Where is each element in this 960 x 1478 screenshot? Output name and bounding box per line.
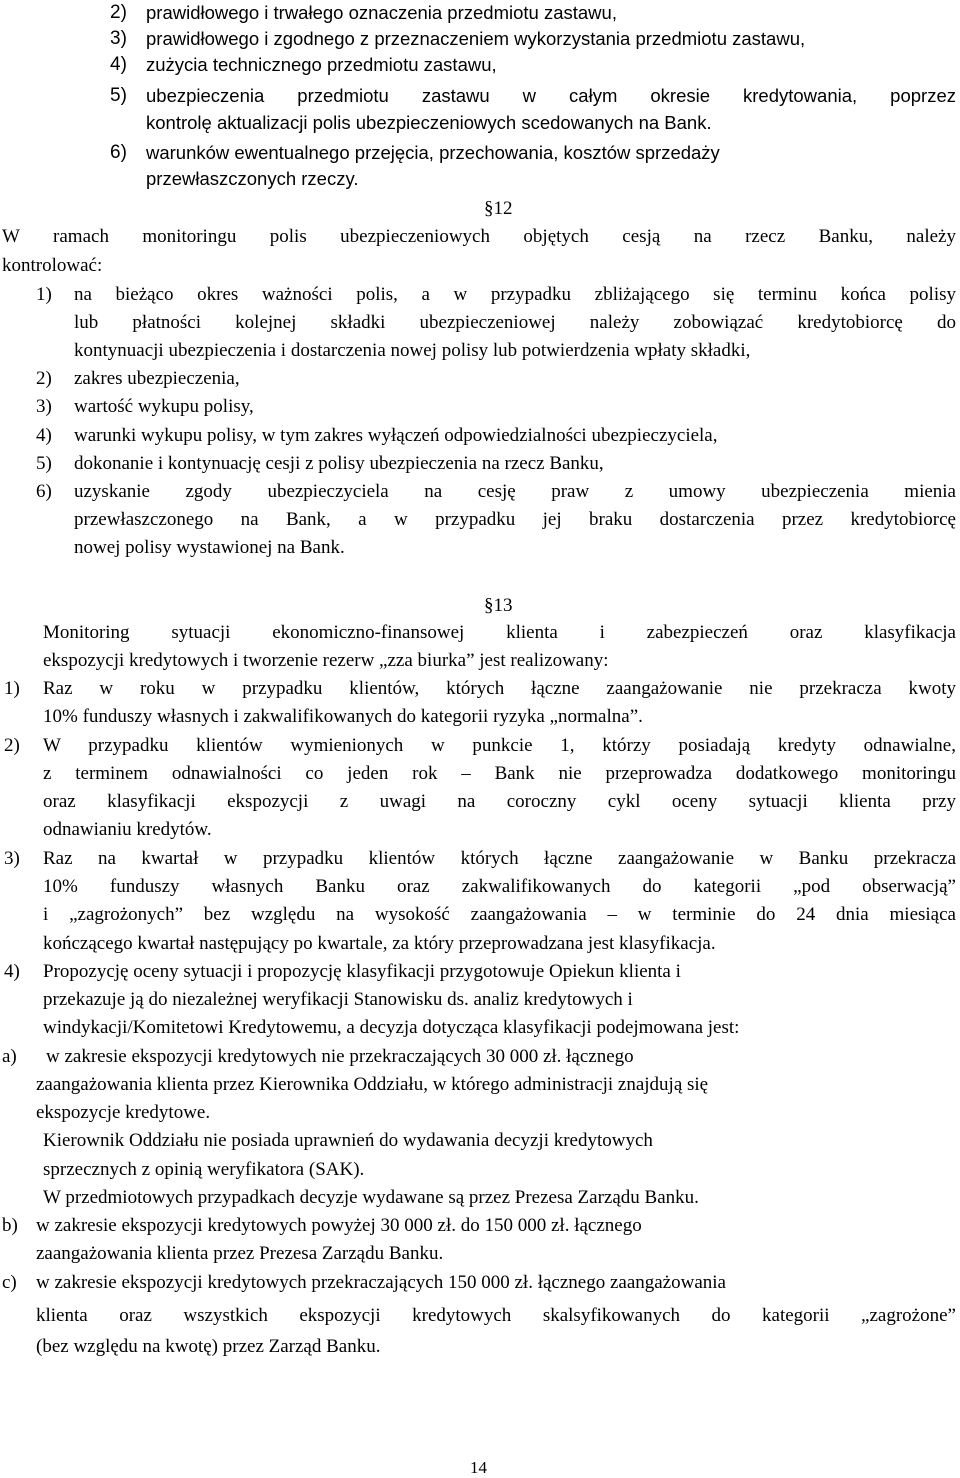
list-item-continuation: kontynuacji ubezpieczenia i dostarczenia nowej polisy lub potwierdzenia wpłaty składki, xyxy=(74,340,751,361)
list-item: prawidłowego i trwałego oznaczenia przedmiotu zastawu, xyxy=(146,2,617,23)
list-item-continuation: przewłaszczonych rzeczy. xyxy=(146,168,359,189)
list-item: prawidłowego i zgodnego z przeznaczeniem wykorzystania przedmiotu zastawu, xyxy=(146,28,806,49)
list-number: 1) xyxy=(4,678,20,699)
list-item: zużycia technicznego przedmiotu zastawu, xyxy=(146,54,497,75)
list-item: w zakresie ekspozycji kredytowych powyżej 30 000 zł. do 150 000 zł. łącznego xyxy=(36,1215,642,1236)
list-item: warunków ewentualnego przejęcia, przechowania, kosztów sprzedaży xyxy=(146,142,720,163)
list-number: 6) xyxy=(36,481,52,502)
list-item-continuation: klienta oraz wszystkich ekspozycji kredytowych skalsyfikowanych do kategorii „zagrożone” xyxy=(36,1305,956,1326)
list-item: uzyskanie zgody ubezpieczyciela na cesję praw z umowy ubezpieczenia mienia xyxy=(74,481,956,502)
list-item-continuation: 10% funduszy własnych i zakwalifikowanych do kategorii ryzyka „normalna”. xyxy=(43,706,643,727)
list-item-continuation: kontrolę aktualizacji polis ubezpieczeniowych scedowanych na Bank. xyxy=(146,112,712,133)
note-line: Kierownik Oddziału nie posiada uprawnień do wydawania decyzji kredytowych xyxy=(43,1130,653,1151)
list-number: 4) xyxy=(110,54,127,75)
list-item-continuation: z terminem odnawialności co jeden rok – Bank nie przeprowadza dodatkowego monitoringu xyxy=(43,763,956,784)
list-item-continuation: (bez względu na kwotę) przez Zarząd Banku. xyxy=(36,1336,381,1357)
list-item-continuation: zaangażowania klienta przez Kierownika Oddziału, w którego administracji znajdują się xyxy=(36,1074,709,1095)
list-item-continuation: lub płatności kolejnej składki ubezpieczeniowej należy zobowiązać kredytobiorcę do xyxy=(74,312,956,333)
list-item-continuation: zaangażowania klienta przez Prezesa Zarządu Banku. xyxy=(36,1243,444,1264)
list-number: 5) xyxy=(36,453,52,474)
list-number: 2) xyxy=(110,2,127,23)
section-intro: Monitoring sytuacji ekonomiczno-finansowej klienta i zabezpieczeń oraz klasyfikacja xyxy=(43,622,956,643)
list-item: Propozycję oceny sytuacji i propozycję klasyfikacji przygotowuje Opiekun klienta i xyxy=(43,961,681,982)
list-item: dokonanie i kontynuację cesji z polisy ubezpieczenia na rzecz Banku, xyxy=(74,453,604,474)
list-letter: b) xyxy=(2,1215,18,1236)
list-item-continuation: kończącego kwartał następujący po kwartale, za który przeprowadzana jest klasyfikacja. xyxy=(43,933,716,954)
list-item: na bieżąco okres ważności polis, a w przypadku zbliżającego się terminu końca polisy xyxy=(74,284,956,305)
section-heading-13: §13 xyxy=(484,595,513,616)
list-number: 4) xyxy=(4,961,20,982)
section-intro: kontrolować: xyxy=(2,255,103,276)
list-letter: a) xyxy=(2,1046,17,1067)
list-number: 6) xyxy=(110,142,127,163)
list-item: w zakresie ekspozycji kredytowych przekraczających 150 000 zł. łącznego zaangażowania xyxy=(36,1272,726,1293)
page-number: 14 xyxy=(470,1458,487,1477)
list-number: 5) xyxy=(110,85,127,106)
list-item-continuation: windykacji/Komitetowi Kredytowemu, a decyzja dotycząca klasyfikacji podejmowana jest: xyxy=(43,1017,740,1038)
list-item-continuation: przewłaszczonego na Bank, a w przypadku jej braku dostarczenia przez kredytobiorcę xyxy=(74,509,956,530)
section-intro: ekspozycji kredytowych i tworzenie rezerw „zza biurka” jest realizowany: xyxy=(43,650,609,671)
list-item-continuation: odnawianiu kredytów. xyxy=(43,819,212,840)
section-heading-12: §12 xyxy=(484,198,513,219)
list-item: Raz w roku w przypadku klientów, których łączne zaangażowanie nie przekracza kwoty xyxy=(43,678,956,699)
list-item: W przypadku klientów wymienionych w punkcie 1, którzy posiadają kredyty odnawialne, xyxy=(43,735,956,756)
list-letter: c) xyxy=(2,1272,17,1293)
list-number: 3) xyxy=(110,28,127,49)
list-number: 3) xyxy=(36,396,52,417)
list-number: 2) xyxy=(36,368,52,389)
list-number: 2) xyxy=(4,735,20,756)
note-line: sprzecznych z opinią weryfikatora (SAK). xyxy=(43,1159,365,1180)
list-item: warunki wykupu polisy, w tym zakres wyłączeń odpowiedzialności ubezpieczyciela, xyxy=(74,425,718,446)
list-item: w zakresie ekspozycji kredytowych nie przekraczających 30 000 zł. łącznego xyxy=(46,1046,634,1067)
list-item-continuation: oraz klasyfikacji ekspozycji z uwagi na coroczny cykl oceny sytuacji klienta przy xyxy=(43,791,956,812)
list-item: zakres ubezpieczenia, xyxy=(74,368,240,389)
list-number: 3) xyxy=(4,848,20,869)
list-number: 4) xyxy=(36,425,52,446)
list-number: 1) xyxy=(36,284,52,305)
list-item: Raz na kwartał w przypadku klientów których łączne zaangażowanie w Banku przekracza xyxy=(43,848,956,869)
list-item-continuation: przekazuje ją do niezależnej weryfikacji Stanowisku ds. analiz kredytowych i xyxy=(43,989,633,1010)
section-intro: W ramach monitoringu polis ubezpieczeniowych objętych cesją na rzecz Banku, należy xyxy=(2,226,956,247)
list-item-continuation: i „zagrożonych” bez względu na wysokość zaangażowania – w terminie do 24 dnia miesiąca xyxy=(43,904,956,925)
list-item-continuation: 10% funduszy własnych Banku oraz zakwalifikowanych do kategorii „pod obserwacją” xyxy=(43,876,956,897)
list-item-continuation: nowej polisy wystawionej na Bank. xyxy=(74,537,345,558)
list-item-continuation: ekspozycje kredytowe. xyxy=(36,1102,211,1123)
list-item: ubezpieczenia przedmiotu zastawu w całym okresie kredytowania, poprzez xyxy=(146,85,956,106)
list-item: wartość wykupu polisy, xyxy=(74,396,254,417)
note-line: W przedmiotowych przypadkach decyzje wydawane są przez Prezesa Zarządu Banku. xyxy=(43,1187,699,1208)
